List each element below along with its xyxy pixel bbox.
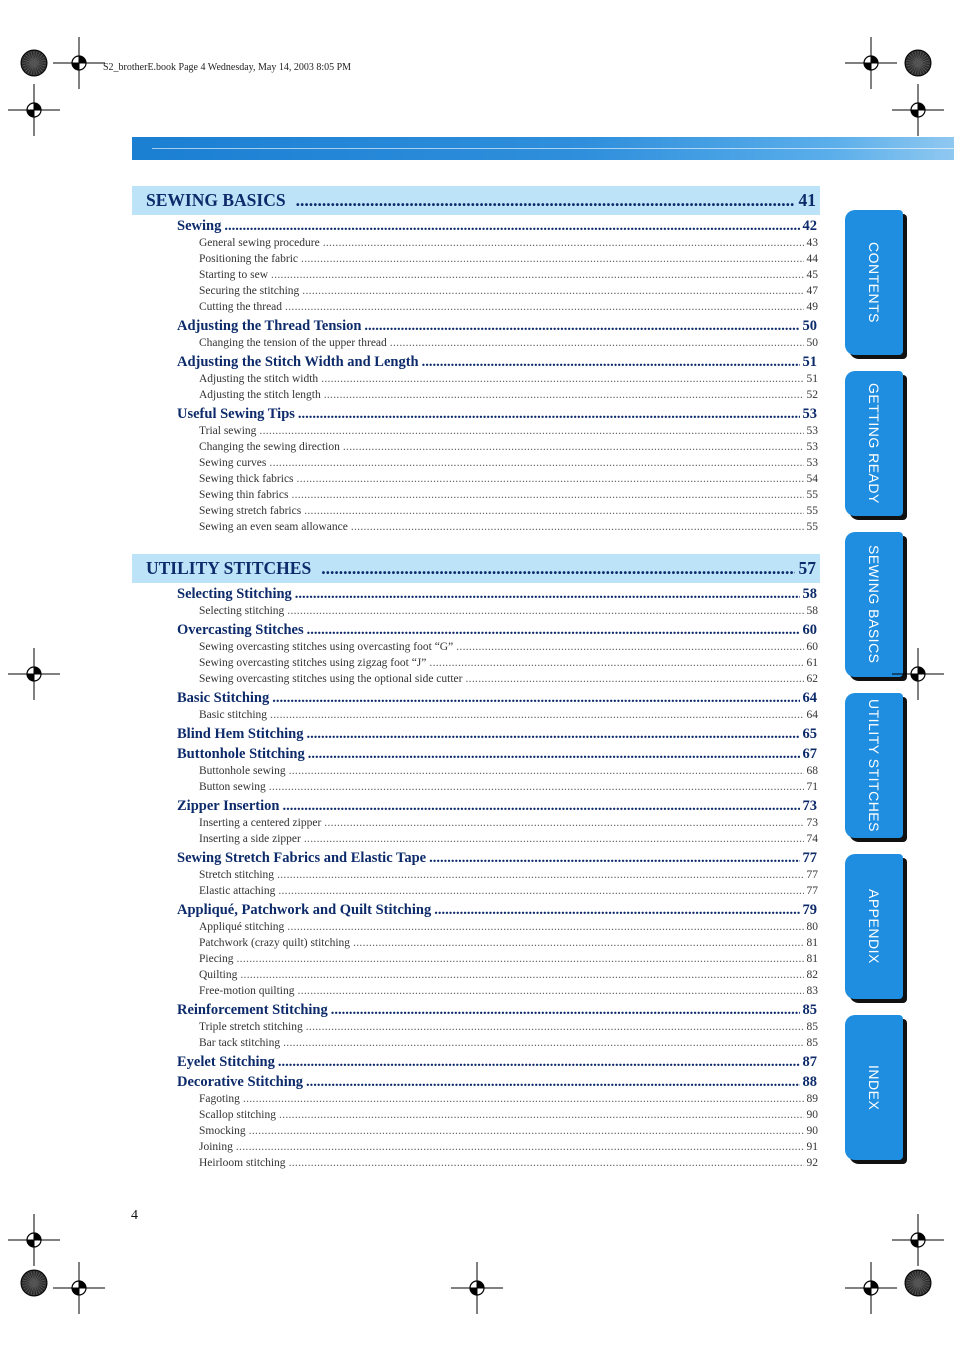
- registration-crosshair-icon: [892, 648, 944, 700]
- toc-subentry[interactable]: [199, 521, 818, 537]
- toc-subentry-title: Bar tack stitching: [199, 1037, 281, 1049]
- toc-subentry[interactable]: [199, 425, 818, 441]
- registration-sunburst-icon: [20, 49, 48, 77]
- toc-subentry-title: Inserting a centered zipper: [199, 817, 322, 829]
- toc-leader-dots: [353, 937, 803, 949]
- toc-entry-page: 73: [802, 798, 817, 814]
- registration-crosshair-icon: [892, 1214, 944, 1266]
- toc-leader-dots: [304, 833, 804, 845]
- side-tab-appendix[interactable]: [845, 854, 903, 999]
- toc-leader-dots: [429, 657, 803, 669]
- toc-leader-dots: [270, 709, 803, 721]
- toc-subentry[interactable]: [199, 605, 818, 621]
- toc-subentry[interactable]: [199, 389, 818, 405]
- registration-crosshair-icon: [892, 84, 944, 136]
- toc-entry-page: 53: [802, 406, 817, 422]
- toc-subentry[interactable]: [199, 953, 818, 969]
- toc-subentry-title: Heirloom stitching: [199, 1157, 286, 1169]
- toc-entry-page: 42: [802, 218, 817, 234]
- toc-section-title: SEWING BASICS: [146, 190, 286, 210]
- toc-leader-dots: [224, 218, 799, 235]
- toc-leader-dots: [279, 1109, 804, 1121]
- toc-subentry-page: 83: [806, 985, 818, 997]
- toc-subentry-page: 61: [806, 657, 818, 669]
- toc-subentry[interactable]: [199, 457, 818, 473]
- toc-subentry[interactable]: [199, 885, 818, 901]
- toc-leader-dots: [298, 985, 804, 997]
- toc-subentry-page: 55: [806, 521, 818, 533]
- toc-leader-dots: [304, 505, 803, 517]
- toc-subentry-title: Sewing an even seam allowance: [199, 521, 348, 533]
- toc-subentry-page: 54: [806, 473, 818, 485]
- toc-subentry-title: Sewing thick fabrics: [199, 473, 294, 485]
- toc-subentry-page: 77: [806, 885, 818, 897]
- toc-leader-dots: [259, 425, 803, 437]
- toc-leader-dots: [307, 726, 800, 743]
- toc-subentry-title: Button sewing: [199, 781, 266, 793]
- toc-subentry[interactable]: [199, 505, 818, 521]
- toc-leader-dots: [297, 473, 804, 485]
- toc-leader-dots: [291, 489, 803, 501]
- registration-crosshair-icon: [845, 1262, 897, 1314]
- side-tab-utility-stitches[interactable]: [845, 693, 903, 838]
- toc-chapter-entry[interactable]: [177, 798, 817, 816]
- toc-subentry-page: 71: [806, 781, 818, 793]
- toc-entry-title: Selecting Stitching: [177, 586, 292, 602]
- toc-subentry[interactable]: [199, 1157, 818, 1173]
- page-number: 4: [131, 1208, 138, 1223]
- toc-subentry-title: Changing the tension of the upper thread: [199, 337, 387, 349]
- side-tab-label: INDEX: [866, 1064, 882, 1111]
- toc-chapter-entry[interactable]: [177, 586, 817, 604]
- toc-chapter-entry[interactable]: [177, 902, 817, 920]
- toc-subentry[interactable]: [199, 473, 818, 489]
- toc-entry-title: Useful Sewing Tips: [177, 406, 295, 422]
- header-color-band: [132, 137, 954, 160]
- toc-entry-page: 51: [802, 354, 817, 370]
- toc-entry-title: Decorative Stitching: [177, 1074, 304, 1090]
- toc-chapter-entry[interactable]: [177, 850, 817, 868]
- registration-sunburst-icon: [904, 1269, 932, 1297]
- toc-subentry-page: 55: [806, 489, 818, 501]
- toc-subentry[interactable]: [199, 817, 818, 833]
- toc-subentry[interactable]: [199, 969, 818, 985]
- toc-leader-dots: [278, 1054, 800, 1071]
- toc-leader-dots: [307, 622, 800, 639]
- toc-leader-dots: [237, 953, 804, 965]
- toc-subentry-page: 53: [806, 425, 818, 437]
- toc-subentry[interactable]: [199, 1021, 818, 1037]
- toc-leader-dots: [321, 558, 794, 579]
- toc-subentry[interactable]: [199, 641, 818, 657]
- toc-leader-dots: [243, 1093, 804, 1105]
- toc-subentry[interactable]: [199, 269, 818, 285]
- toc-subentry-page: 91: [806, 1141, 818, 1153]
- toc-subentry[interactable]: [199, 253, 818, 269]
- toc-subentry-title: General sewing procedure: [199, 237, 320, 249]
- toc-leader-dots: [390, 337, 804, 349]
- toc-leader-dots: [277, 869, 803, 881]
- toc-subentry-page: 53: [806, 457, 818, 469]
- toc-subentry-page: 77: [806, 869, 818, 881]
- toc-subentry-title: Adjusting the stitch width: [199, 373, 319, 385]
- toc-subentry-page: 74: [806, 833, 818, 845]
- toc-subentry-title: Trial sewing: [199, 425, 257, 437]
- toc-section-heading[interactable]: [132, 186, 820, 215]
- toc-subentry[interactable]: [199, 373, 818, 389]
- toc-subentry-title: Buttonhole sewing: [199, 765, 286, 777]
- toc-subentry-title: Securing the stitching: [199, 285, 300, 297]
- toc-subentry-title: Fagoting: [199, 1093, 240, 1105]
- side-tab-label: SEWING BASICS: [866, 545, 882, 664]
- toc-subentry-title: Positioning the fabric: [199, 253, 299, 265]
- toc-leader-dots: [278, 885, 803, 897]
- toc-subentry[interactable]: [199, 301, 818, 317]
- toc-subentry-title: Quilting: [199, 969, 238, 981]
- print-header: S2_brotherE.book Page 4 Wednesday, May 14, 2003 8:05 PM: [103, 62, 352, 73]
- toc-subentry-title: Patchwork (crazy quilt) stitching: [199, 937, 351, 949]
- toc-chapter-entry[interactable]: [177, 218, 817, 236]
- toc-subentry-title: Joining: [199, 1141, 233, 1153]
- toc-leader-dots: [289, 1157, 804, 1169]
- toc-subentry-title: Elastic attaching: [199, 885, 276, 897]
- toc-subentry-title: Cutting the thread: [199, 301, 283, 313]
- toc-chapter-entry[interactable]: [177, 318, 817, 336]
- toc-subentry-title: Piecing: [199, 953, 234, 965]
- toc-subentry[interactable]: [199, 1093, 818, 1109]
- toc-subentry-title: Adjusting the stitch length: [199, 389, 321, 401]
- side-tab-label: UTILITY STITCHES: [866, 699, 882, 832]
- toc-entry-title: Basic Stitching: [177, 690, 270, 706]
- toc-entry-title: Adjusting the Stitch Width and Length: [177, 354, 419, 370]
- toc-subentry-title: Sewing thin fabrics: [199, 489, 289, 501]
- toc-entry-page: 77: [802, 850, 817, 866]
- toc-subentry-title: Triple stretch stitching: [199, 1021, 303, 1033]
- toc-subentry-page: 60: [806, 641, 818, 653]
- toc-subentry-title: Free-motion quilting: [199, 985, 295, 997]
- toc-subentry-title: Starting to sew: [199, 269, 268, 281]
- toc-subentry[interactable]: [199, 441, 818, 457]
- toc-leader-dots: [287, 921, 803, 933]
- toc-subentry-page: 50: [806, 337, 818, 349]
- registration-crosshair-icon: [8, 1214, 60, 1266]
- toc-leader-dots: [343, 441, 804, 453]
- toc-leader-dots: [364, 318, 799, 335]
- registration-crosshair-icon: [8, 84, 60, 136]
- toc-leader-dots: [296, 190, 795, 211]
- toc-leader-dots: [283, 1037, 803, 1049]
- registration-crosshair-icon: [8, 648, 60, 700]
- toc-subentry[interactable]: [199, 673, 818, 689]
- toc-subentry[interactable]: [199, 1109, 818, 1125]
- toc-subentry-page: 64: [806, 709, 818, 721]
- toc-subentry-title: Sewing overcasting stitches using the optional side cutter: [199, 673, 463, 685]
- toc-entry-page: 85: [802, 1002, 817, 1018]
- toc-entry-title: Blind Hem Stitching: [177, 726, 304, 742]
- toc-subentry-title: Basic stitching: [199, 709, 268, 721]
- toc-entry-page: 79: [802, 902, 817, 918]
- toc-chapter-entry[interactable]: [177, 726, 817, 744]
- toc-subentry-page: 62: [806, 673, 818, 685]
- toc-chapter-entry[interactable]: [177, 1054, 817, 1072]
- toc-subentry[interactable]: [199, 781, 818, 797]
- toc-chapter-entry[interactable]: [177, 1002, 817, 1020]
- toc-entry-title: Reinforcement Stitching: [177, 1002, 328, 1018]
- toc-subentry-page: 90: [806, 1109, 818, 1121]
- toc-subentry-title: Stretch stitching: [199, 869, 275, 881]
- toc-leader-dots: [323, 237, 804, 249]
- registration-crosshair-icon: [53, 37, 105, 89]
- toc-entry-title: Sewing Stretch Fabrics and Elastic Tape: [177, 850, 427, 866]
- toc-entry-page: 50: [802, 318, 817, 334]
- toc-chapter-entry[interactable]: [177, 690, 817, 708]
- side-tab-label: CONTENTS: [866, 242, 882, 323]
- toc-subentry-page: 89: [806, 1093, 818, 1105]
- toc-subentry-title: Sewing overcasting stitches using zigzag foot “J”: [199, 657, 427, 669]
- toc-entry-page: 60: [802, 622, 817, 638]
- toc-subentry-page: 81: [806, 937, 818, 949]
- toc-entry-page: 64: [802, 690, 817, 706]
- toc-entry-title: Appliqué, Patchwork and Quilt Stitching: [177, 902, 432, 918]
- toc-leader-dots: [272, 690, 799, 707]
- toc-subentry-page: 58: [806, 605, 818, 617]
- toc-leader-dots: [249, 1125, 804, 1137]
- toc-subentry-page: 92: [806, 1157, 818, 1169]
- toc-leader-dots: [308, 746, 800, 763]
- toc-subentry[interactable]: [199, 869, 818, 885]
- toc-subentry[interactable]: [199, 337, 818, 353]
- toc-subentry-title: Scallop stitching: [199, 1109, 276, 1121]
- toc-subentry-page: 53: [806, 441, 818, 453]
- toc-subentry-page: 52: [806, 389, 818, 401]
- toc-subentry-page: 51: [806, 373, 818, 385]
- toc-subentry-page: 49: [806, 301, 818, 313]
- registration-crosshair-icon: [53, 1262, 105, 1314]
- toc-entry-title: Zipper Insertion: [177, 798, 280, 814]
- toc-subentry[interactable]: [199, 1125, 818, 1141]
- toc-leader-dots: [434, 902, 799, 919]
- toc-leader-dots: [351, 521, 804, 533]
- toc-leader-dots: [285, 301, 803, 313]
- toc-leader-dots: [324, 817, 803, 829]
- toc-entry-title: Adjusting the Thread Tension: [177, 318, 362, 334]
- toc-leader-dots: [269, 781, 804, 793]
- toc-entry-page: 87: [802, 1054, 817, 1070]
- registration-crosshair-icon: [845, 37, 897, 89]
- toc-subentry-page: 47: [806, 285, 818, 297]
- toc-subentry[interactable]: [199, 1037, 818, 1053]
- toc-leader-dots: [429, 850, 799, 867]
- toc-leader-dots: [298, 406, 800, 423]
- toc-subentry-page: 85: [806, 1021, 818, 1033]
- toc-leader-dots: [282, 798, 799, 815]
- toc-subentry[interactable]: [199, 709, 818, 725]
- side-tab-getting-ready[interactable]: [845, 371, 903, 516]
- toc-leader-dots: [324, 389, 804, 401]
- toc-chapter-entry[interactable]: [177, 622, 817, 640]
- toc-subentry-title: Sewing stretch fabrics: [199, 505, 302, 517]
- side-tab-contents[interactable]: [845, 210, 903, 355]
- toc-leader-dots: [422, 354, 800, 371]
- toc-subentry-page: 43: [806, 237, 818, 249]
- toc-subentry-page: 68: [806, 765, 818, 777]
- toc-subentry[interactable]: [199, 237, 818, 253]
- toc-subentry[interactable]: [199, 285, 818, 301]
- toc-entry-page: 58: [802, 586, 817, 602]
- toc-entry-page: 88: [802, 1074, 817, 1090]
- toc-subentry-page: 80: [806, 921, 818, 933]
- toc-section-page: 41: [798, 190, 816, 210]
- toc-leader-dots: [269, 457, 803, 469]
- toc-subentry[interactable]: [199, 765, 818, 781]
- side-tab-label: APPENDIX: [866, 889, 882, 964]
- toc-section-title: UTILITY STITCHES: [146, 558, 312, 578]
- toc-subentry[interactable]: [199, 657, 818, 673]
- toc-leader-dots: [287, 605, 803, 617]
- toc-subentry-page: 73: [806, 817, 818, 829]
- registration-sunburst-icon: [20, 1269, 48, 1297]
- toc-leader-dots: [289, 765, 804, 777]
- toc-subentry-title: Sewing overcasting stitches using overcasting foot “G”: [199, 641, 454, 653]
- toc-subentry-title: Inserting a side zipper: [199, 833, 301, 845]
- toc-subentry-title: Smocking: [199, 1125, 246, 1137]
- toc-entry-title: Overcasting Stitches: [177, 622, 304, 638]
- toc-chapter-entry[interactable]: [177, 354, 817, 372]
- toc-subentry-page: 44: [806, 253, 818, 265]
- registration-crosshair-icon: [451, 1262, 503, 1314]
- toc-subentry[interactable]: [199, 985, 818, 1001]
- toc-leader-dots: [331, 1002, 800, 1019]
- toc-chapter-entry[interactable]: [177, 746, 817, 764]
- toc-subentry[interactable]: [199, 489, 818, 505]
- toc-subentry[interactable]: [199, 1141, 818, 1157]
- registration-sunburst-icon: [904, 49, 932, 77]
- toc-subentry[interactable]: [199, 833, 818, 849]
- toc-leader-dots: [306, 1021, 804, 1033]
- toc-leader-dots: [295, 586, 800, 603]
- toc-chapter-entry[interactable]: [177, 406, 817, 424]
- toc-subentry[interactable]: [199, 937, 818, 953]
- toc-subentry-title: Appliqué stitching: [199, 921, 285, 933]
- toc-subentry-page: 82: [806, 969, 818, 981]
- toc-leader-dots: [321, 373, 803, 385]
- toc-entry-page: 67: [802, 746, 817, 762]
- toc-subentry-page: 85: [806, 1037, 818, 1049]
- toc-subentry-page: 55: [806, 505, 818, 517]
- toc-entry-title: Buttonhole Stitching: [177, 746, 305, 762]
- side-tab-label: GETTING READY: [866, 383, 882, 504]
- toc-section-heading[interactable]: [132, 554, 820, 583]
- toc-leader-dots: [456, 641, 803, 653]
- toc-subentry[interactable]: [199, 921, 818, 937]
- toc-entry-page: 65: [802, 726, 817, 742]
- side-tab-index[interactable]: [845, 1015, 903, 1160]
- toc-entry-title: Eyelet Stitching: [177, 1054, 275, 1070]
- toc-subentry-page: 45: [806, 269, 818, 281]
- toc-subentry-page: 81: [806, 953, 818, 965]
- toc-chapter-entry[interactable]: [177, 1074, 817, 1092]
- toc-subentry-title: Selecting stitching: [199, 605, 285, 617]
- toc-leader-dots: [302, 285, 803, 297]
- toc-leader-dots: [301, 253, 803, 265]
- toc-subentry-page: 90: [806, 1125, 818, 1137]
- toc-leader-dots: [236, 1141, 804, 1153]
- toc-leader-dots: [306, 1074, 799, 1091]
- toc-leader-dots: [271, 269, 804, 281]
- toc-leader-dots: [240, 969, 803, 981]
- toc-subentry-title: Sewing curves: [199, 457, 267, 469]
- toc-subentry-title: Changing the sewing direction: [199, 441, 340, 453]
- toc-leader-dots: [466, 673, 804, 685]
- toc-section-page: 57: [798, 558, 816, 578]
- toc-entry-title: Sewing: [177, 218, 222, 234]
